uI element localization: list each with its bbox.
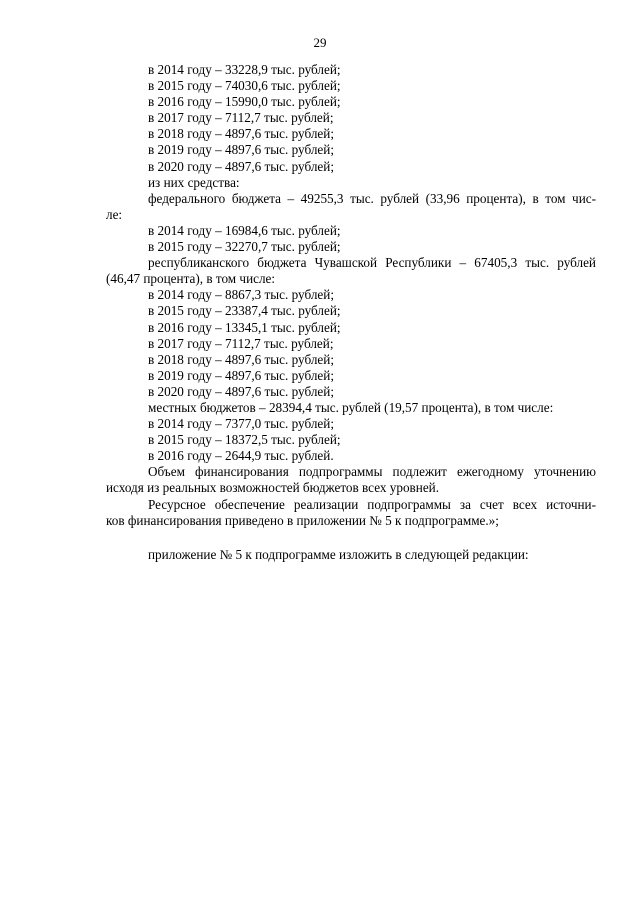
text-line: в 2017 году – 7112,7 тыс. рублей; [148,335,334,351]
text-line: в 2015 году – 18372,5 тыс. рублей; [148,432,341,448]
text-line: в 2014 году – 7377,0 тыс. рублей; [148,416,334,432]
page-number: 29 [313,35,327,50]
text-line: в 2016 году – 15990,0 тыс. рублей; [148,94,341,110]
text-line: в 2016 году – 2644,9 тыс. рублей. [148,448,334,464]
text-line: в 2014 году – 8867,3 тыс. рублей; [148,287,334,303]
text-line: ков финансирования приведено в приложении № 5 к подпрограмме.»; [106,512,499,528]
text-line: республиканского бюджета Чувашской Республики – 67405,3 тыс. рублей [148,255,596,271]
text-line: в 2018 году – 4897,6 тыс. рублей; [148,126,334,142]
document-body [106,62,596,563]
text-line: в 2016 году – 13345,1 тыс. рублей; [148,319,341,335]
text-line: из них средства: [148,174,240,190]
text-line: местных бюджетов – 28394,4 тыс. рублей (19,57 процента), в том числе: [148,399,554,415]
text-line: (46,47 процента), в том числе: [106,271,276,287]
text-line: Ресурсное обеспечение реализации подпрограммы за счет всех источни- [148,496,596,512]
text-line: исходя из реальных возможностей бюджетов всех уровней. [106,480,440,496]
text-line: в 2014 году – 33228,9 тыс. рублей; [148,62,341,77]
text-line: федерального бюджета – 49255,3 тыс. рублей (33,96 процента), в том чис- [148,190,596,206]
text-line: в 2018 году – 4897,6 тыс. рублей; [148,351,334,367]
text-line: в 2017 году – 7112,7 тыс. рублей; [148,110,334,126]
text-line: в 2015 году – 74030,6 тыс. рублей; [148,78,341,94]
text-line: в 2019 году – 4897,6 тыс. рублей; [148,367,334,383]
text-line: в 2020 году – 4897,6 тыс. рублей; [148,383,334,399]
text-line: в 2015 году – 32270,7 тыс. рублей; [148,239,341,255]
text-line: в 2019 году – 4897,6 тыс. рублей; [148,142,334,158]
text-line: в 2014 году – 16984,6 тыс. рублей; [148,222,341,238]
text-line: приложение № 5 к подпрограмме изложить в следующей редакции: [148,546,529,562]
text-line: Объем финансирования подпрограммы подлежит ежегодному уточнению [148,464,596,480]
text-line: ле: [106,206,123,222]
text-line: в 2020 году – 4897,6 тыс. рублей; [148,158,334,174]
text-line: в 2015 году – 23387,4 тыс. рублей; [148,303,341,319]
paragraph-spacer [106,529,596,547]
